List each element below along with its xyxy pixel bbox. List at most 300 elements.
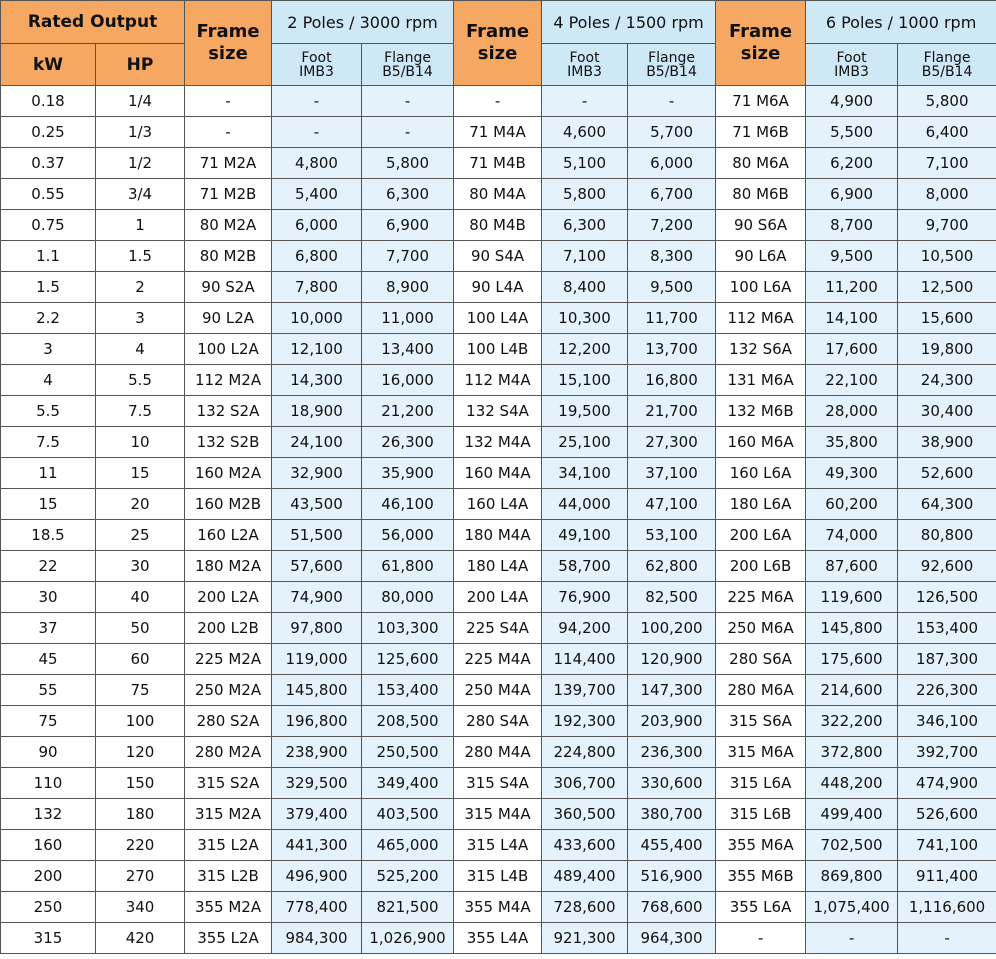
table-row bbox=[1, 520, 996, 551]
cell-kw: 1.5 bbox=[1, 272, 96, 303]
cell-frame-2p: 80 M2A bbox=[185, 210, 272, 241]
cell-frame-6p: 280 S6A bbox=[716, 644, 806, 675]
cell-flange-4p: 47,100 bbox=[628, 489, 716, 520]
cell-flange-4p: 13,700 bbox=[628, 334, 716, 365]
cell-foot-2p: 7,800 bbox=[272, 272, 362, 303]
cell-frame-4p: 100 L4B bbox=[454, 334, 542, 365]
cell-frame-2p: 160 L2A bbox=[185, 520, 272, 551]
cell-frame-2p: - bbox=[185, 117, 272, 148]
cell-foot-4p: 139,700 bbox=[542, 675, 628, 706]
table-row bbox=[1, 768, 996, 799]
cell-hp: 1.5 bbox=[96, 241, 185, 272]
cell-kw: 5.5 bbox=[1, 396, 96, 427]
cell-foot-4p: 306,700 bbox=[542, 768, 628, 799]
cell-flange-2p: 349,400 bbox=[362, 768, 454, 799]
cell-kw: 0.55 bbox=[1, 179, 96, 210]
cell-foot-6p: 4,900 bbox=[806, 86, 898, 117]
cell-frame-4p: 355 M4A bbox=[454, 892, 542, 923]
table-row bbox=[1, 210, 996, 241]
kw-header: kW bbox=[1, 44, 96, 86]
cell-flange-6p: 1,116,600 bbox=[898, 892, 996, 923]
table-row bbox=[1, 706, 996, 737]
cell-hp: 50 bbox=[96, 613, 185, 644]
cell-frame-2p: 180 M2A bbox=[185, 551, 272, 582]
cell-foot-4p: 114,400 bbox=[542, 644, 628, 675]
cell-flange-6p: 8,000 bbox=[898, 179, 996, 210]
cell-flange-4p: 380,700 bbox=[628, 799, 716, 830]
imb3-label: IMB3 bbox=[567, 63, 602, 80]
cell-foot-2p: 74,900 bbox=[272, 582, 362, 613]
cell-foot-6p: 9,500 bbox=[806, 241, 898, 272]
cell-hp: 1 bbox=[96, 210, 185, 241]
cell-frame-2p: 355 M2A bbox=[185, 892, 272, 923]
cell-flange-2p: 403,500 bbox=[362, 799, 454, 830]
table-row bbox=[1, 86, 996, 117]
cell-flange-4p: 62,800 bbox=[628, 551, 716, 582]
cell-frame-6p: 80 M6A bbox=[716, 148, 806, 179]
cell-foot-4p: 489,400 bbox=[542, 861, 628, 892]
cell-flange-6p: 15,600 bbox=[898, 303, 996, 334]
cell-flange-6p: 346,100 bbox=[898, 706, 996, 737]
cell-foot-4p: 5,800 bbox=[542, 179, 628, 210]
cell-flange-6p: 64,300 bbox=[898, 489, 996, 520]
cell-hp: 340 bbox=[96, 892, 185, 923]
cell-foot-2p: 984,300 bbox=[272, 923, 362, 954]
cell-flange-6p: 526,600 bbox=[898, 799, 996, 830]
cell-flange-6p: 7,100 bbox=[898, 148, 996, 179]
flange-b5-header bbox=[362, 44, 454, 86]
flange-b5-header bbox=[898, 44, 996, 86]
cell-flange-6p: 52,600 bbox=[898, 458, 996, 489]
table-row bbox=[1, 148, 996, 179]
table-row bbox=[1, 861, 996, 892]
cell-frame-4p: 71 M4A bbox=[454, 117, 542, 148]
cell-frame-4p: 315 L4A bbox=[454, 830, 542, 861]
cell-flange-2p: 821,500 bbox=[362, 892, 454, 923]
cell-flange-2p: 6,900 bbox=[362, 210, 454, 241]
flange-label: Flange bbox=[923, 49, 971, 66]
size-label: size bbox=[477, 43, 518, 64]
cell-frame-2p: 315 S2A bbox=[185, 768, 272, 799]
cell-frame-6p: 132 S6A bbox=[716, 334, 806, 365]
cell-flange-6p: 153,400 bbox=[898, 613, 996, 644]
cell-frame-6p: 90 L6A bbox=[716, 241, 806, 272]
cell-flange-2p: 465,000 bbox=[362, 830, 454, 861]
cell-frame-4p: 280 M4A bbox=[454, 737, 542, 768]
cell-foot-4p: - bbox=[542, 86, 628, 117]
cell-foot-2p: 6,800 bbox=[272, 241, 362, 272]
cell-foot-2p: 51,500 bbox=[272, 520, 362, 551]
cell-foot-2p: - bbox=[272, 117, 362, 148]
cell-frame-6p: 200 L6B bbox=[716, 551, 806, 582]
cell-flange-4p: 6,700 bbox=[628, 179, 716, 210]
cell-frame-4p: 160 M4A bbox=[454, 458, 542, 489]
table-row bbox=[1, 551, 996, 582]
table-row bbox=[1, 830, 996, 861]
cell-flange-4p: 9,500 bbox=[628, 272, 716, 303]
cell-flange-4p: 21,700 bbox=[628, 396, 716, 427]
cell-flange-2p: 56,000 bbox=[362, 520, 454, 551]
cell-flange-2p: 6,300 bbox=[362, 179, 454, 210]
cell-frame-2p: 90 S2A bbox=[185, 272, 272, 303]
flange-b5-header bbox=[628, 44, 716, 86]
cell-hp: 180 bbox=[96, 799, 185, 830]
cell-flange-4p: 5,700 bbox=[628, 117, 716, 148]
table-row bbox=[1, 675, 996, 706]
cell-flange-2p: 208,500 bbox=[362, 706, 454, 737]
cell-frame-4p: 225 S4A bbox=[454, 613, 542, 644]
cell-flange-6p: 741,100 bbox=[898, 830, 996, 861]
cell-frame-6p: 100 L6A bbox=[716, 272, 806, 303]
cell-frame-2p: 280 S2A bbox=[185, 706, 272, 737]
poles-2-header: 2 Poles / 3000 rpm bbox=[272, 1, 454, 44]
table-row bbox=[1, 644, 996, 675]
cell-foot-6p: 28,000 bbox=[806, 396, 898, 427]
cell-foot-6p: - bbox=[806, 923, 898, 954]
cell-frame-6p: 225 M6A bbox=[716, 582, 806, 613]
imb3-label: IMB3 bbox=[834, 63, 869, 80]
cell-frame-4p: 280 S4A bbox=[454, 706, 542, 737]
poles-4-header: 4 Poles / 1500 rpm bbox=[542, 1, 716, 44]
cell-foot-6p: 5,500 bbox=[806, 117, 898, 148]
cell-flange-2p: 16,000 bbox=[362, 365, 454, 396]
cell-frame-6p: 112 M6A bbox=[716, 303, 806, 334]
cell-flange-4p: 768,600 bbox=[628, 892, 716, 923]
cell-kw: 160 bbox=[1, 830, 96, 861]
cell-flange-6p: 19,800 bbox=[898, 334, 996, 365]
cell-flange-2p: 21,200 bbox=[362, 396, 454, 427]
cell-frame-2p: 90 L2A bbox=[185, 303, 272, 334]
cell-foot-2p: 778,400 bbox=[272, 892, 362, 923]
b5b14-label: B5/B14 bbox=[382, 63, 433, 80]
cell-hp: 100 bbox=[96, 706, 185, 737]
frame-label: Frame bbox=[728, 21, 793, 42]
cell-flange-4p: 27,300 bbox=[628, 427, 716, 458]
cell-foot-6p: 499,400 bbox=[806, 799, 898, 830]
frame-size-header-2p bbox=[185, 1, 272, 86]
cell-foot-6p: 11,200 bbox=[806, 272, 898, 303]
cell-foot-6p: 60,200 bbox=[806, 489, 898, 520]
cell-foot-4p: 433,600 bbox=[542, 830, 628, 861]
cell-foot-6p: 87,600 bbox=[806, 551, 898, 582]
cell-frame-4p: 100 L4A bbox=[454, 303, 542, 334]
cell-flange-2p: 5,800 bbox=[362, 148, 454, 179]
cell-flange-4p: 964,300 bbox=[628, 923, 716, 954]
cell-frame-2p: 132 S2A bbox=[185, 396, 272, 427]
poles-6-header: 6 Poles / 1000 rpm bbox=[806, 1, 996, 44]
cell-foot-6p: 175,600 bbox=[806, 644, 898, 675]
cell-foot-2p: 496,900 bbox=[272, 861, 362, 892]
foot-imb3-header bbox=[542, 44, 628, 86]
table-row bbox=[1, 241, 996, 272]
cell-frame-6p: 160 L6A bbox=[716, 458, 806, 489]
cell-foot-6p: 1,075,400 bbox=[806, 892, 898, 923]
cell-kw: 250 bbox=[1, 892, 96, 923]
cell-foot-2p: 12,100 bbox=[272, 334, 362, 365]
cell-foot-4p: 4,600 bbox=[542, 117, 628, 148]
cell-flange-2p: 7,700 bbox=[362, 241, 454, 272]
table-row bbox=[1, 396, 996, 427]
imb3-label: IMB3 bbox=[299, 63, 334, 80]
cell-hp: 25 bbox=[96, 520, 185, 551]
cell-hp: 1/4 bbox=[96, 86, 185, 117]
cell-hp: 3/4 bbox=[96, 179, 185, 210]
cell-frame-6p: 80 M6B bbox=[716, 179, 806, 210]
table-row bbox=[1, 179, 996, 210]
cell-frame-6p: 315 M6A bbox=[716, 737, 806, 768]
cell-kw: 11 bbox=[1, 458, 96, 489]
cell-flange-6p: 10,500 bbox=[898, 241, 996, 272]
cell-flange-2p: 103,300 bbox=[362, 613, 454, 644]
hp-header: HP bbox=[96, 44, 185, 86]
cell-foot-4p: 224,800 bbox=[542, 737, 628, 768]
table-row bbox=[1, 923, 996, 954]
cell-kw: 7.5 bbox=[1, 427, 96, 458]
table-row bbox=[1, 489, 996, 520]
cell-foot-4p: 44,000 bbox=[542, 489, 628, 520]
table-row bbox=[1, 737, 996, 768]
cell-frame-4p: 80 M4B bbox=[454, 210, 542, 241]
cell-foot-4p: 15,100 bbox=[542, 365, 628, 396]
cell-foot-2p: 5,400 bbox=[272, 179, 362, 210]
cell-flange-2p: - bbox=[362, 117, 454, 148]
cell-flange-4p: 7,200 bbox=[628, 210, 716, 241]
cell-frame-4p: 90 S4A bbox=[454, 241, 542, 272]
cell-frame-2p: 160 M2A bbox=[185, 458, 272, 489]
foot-imb3-header bbox=[806, 44, 898, 86]
cell-foot-4p: 728,600 bbox=[542, 892, 628, 923]
cell-foot-6p: 17,600 bbox=[806, 334, 898, 365]
cell-frame-6p: 131 M6A bbox=[716, 365, 806, 396]
cell-foot-4p: 94,200 bbox=[542, 613, 628, 644]
cell-frame-6p: 280 M6A bbox=[716, 675, 806, 706]
cell-kw: 37 bbox=[1, 613, 96, 644]
cell-foot-2p: 57,600 bbox=[272, 551, 362, 582]
cell-hp: 1/3 bbox=[96, 117, 185, 148]
cell-hp: 1/2 bbox=[96, 148, 185, 179]
cell-flange-2p: 13,400 bbox=[362, 334, 454, 365]
table-row bbox=[1, 892, 996, 923]
cell-foot-4p: 921,300 bbox=[542, 923, 628, 954]
cell-foot-4p: 34,100 bbox=[542, 458, 628, 489]
table-row bbox=[1, 427, 996, 458]
cell-flange-4p: 120,900 bbox=[628, 644, 716, 675]
cell-flange-6p: 38,900 bbox=[898, 427, 996, 458]
cell-frame-6p: 355 M6A bbox=[716, 830, 806, 861]
cell-foot-6p: 35,800 bbox=[806, 427, 898, 458]
cell-frame-4p: 90 L4A bbox=[454, 272, 542, 303]
cell-kw: 0.25 bbox=[1, 117, 96, 148]
cell-flange-6p: 12,500 bbox=[898, 272, 996, 303]
cell-frame-6p: 200 L6A bbox=[716, 520, 806, 551]
cell-frame-4p: 315 L4B bbox=[454, 861, 542, 892]
cell-foot-2p: 379,400 bbox=[272, 799, 362, 830]
b5b14-label: B5/B14 bbox=[646, 63, 697, 80]
cell-foot-2p: 18,900 bbox=[272, 396, 362, 427]
cell-foot-2p: - bbox=[272, 86, 362, 117]
cell-frame-6p: 71 M6A bbox=[716, 86, 806, 117]
cell-flange-2p: 525,200 bbox=[362, 861, 454, 892]
cell-kw: 1.1 bbox=[1, 241, 96, 272]
cell-flange-4p: 82,500 bbox=[628, 582, 716, 613]
cell-frame-4p: 315 M4A bbox=[454, 799, 542, 830]
cell-flange-2p: 1,026,900 bbox=[362, 923, 454, 954]
cell-foot-6p: 372,800 bbox=[806, 737, 898, 768]
cell-foot-2p: 238,900 bbox=[272, 737, 362, 768]
table-row bbox=[1, 613, 996, 644]
cell-foot-6p: 8,700 bbox=[806, 210, 898, 241]
cell-hp: 2 bbox=[96, 272, 185, 303]
cell-frame-4p: 71 M4B bbox=[454, 148, 542, 179]
cell-foot-6p: 119,600 bbox=[806, 582, 898, 613]
cell-flange-2p: 11,000 bbox=[362, 303, 454, 334]
cell-flange-6p: 226,300 bbox=[898, 675, 996, 706]
rated-output-header: Rated Output bbox=[1, 1, 185, 44]
cell-frame-4p: 180 L4A bbox=[454, 551, 542, 582]
cell-foot-2p: 441,300 bbox=[272, 830, 362, 861]
cell-frame-6p: 71 M6B bbox=[716, 117, 806, 148]
foot-label: Foot bbox=[569, 49, 600, 66]
cell-frame-2p: 200 L2B bbox=[185, 613, 272, 644]
cell-frame-4p: 112 M4A bbox=[454, 365, 542, 396]
cell-flange-4p: 6,000 bbox=[628, 148, 716, 179]
cell-foot-6p: 448,200 bbox=[806, 768, 898, 799]
cell-flange-4p: 147,300 bbox=[628, 675, 716, 706]
cell-foot-4p: 192,300 bbox=[542, 706, 628, 737]
cell-flange-2p: 46,100 bbox=[362, 489, 454, 520]
cell-foot-2p: 10,000 bbox=[272, 303, 362, 334]
cell-kw: 22 bbox=[1, 551, 96, 582]
cell-frame-6p: - bbox=[716, 923, 806, 954]
cell-kw: 4 bbox=[1, 365, 96, 396]
cell-hp: 30 bbox=[96, 551, 185, 582]
cell-hp: 3 bbox=[96, 303, 185, 334]
table-row bbox=[1, 365, 996, 396]
cell-flange-6p: 80,800 bbox=[898, 520, 996, 551]
cell-flange-2p: 153,400 bbox=[362, 675, 454, 706]
cell-foot-4p: 49,100 bbox=[542, 520, 628, 551]
cell-flange-2p: - bbox=[362, 86, 454, 117]
table-row bbox=[1, 272, 996, 303]
cell-frame-4p: 80 M4A bbox=[454, 179, 542, 210]
cell-frame-2p: 315 M2A bbox=[185, 799, 272, 830]
cell-kw: 0.75 bbox=[1, 210, 96, 241]
cell-hp: 420 bbox=[96, 923, 185, 954]
size-label: size bbox=[208, 43, 248, 64]
cell-hp: 75 bbox=[96, 675, 185, 706]
cell-frame-2p: 225 M2A bbox=[185, 644, 272, 675]
cell-foot-6p: 49,300 bbox=[806, 458, 898, 489]
cell-frame-6p: 315 L6B bbox=[716, 799, 806, 830]
cell-foot-4p: 7,100 bbox=[542, 241, 628, 272]
cell-kw: 30 bbox=[1, 582, 96, 613]
cell-flange-6p: - bbox=[898, 923, 996, 954]
cell-frame-2p: 280 M2A bbox=[185, 737, 272, 768]
cell-foot-4p: 10,300 bbox=[542, 303, 628, 334]
cell-hp: 20 bbox=[96, 489, 185, 520]
cell-foot-6p: 214,600 bbox=[806, 675, 898, 706]
cell-foot-4p: 8,400 bbox=[542, 272, 628, 303]
cell-kw: 0.18 bbox=[1, 86, 96, 117]
cell-kw: 110 bbox=[1, 768, 96, 799]
cell-foot-6p: 322,200 bbox=[806, 706, 898, 737]
cell-flange-6p: 187,300 bbox=[898, 644, 996, 675]
cell-hp: 150 bbox=[96, 768, 185, 799]
frame-size-header-4p bbox=[454, 1, 542, 86]
cell-flange-4p: 16,800 bbox=[628, 365, 716, 396]
table-body bbox=[1, 86, 996, 954]
cell-flange-2p: 61,800 bbox=[362, 551, 454, 582]
cell-frame-6p: 160 M6A bbox=[716, 427, 806, 458]
cell-frame-6p: 132 M6B bbox=[716, 396, 806, 427]
cell-kw: 315 bbox=[1, 923, 96, 954]
cell-foot-4p: 5,100 bbox=[542, 148, 628, 179]
cell-frame-4p: - bbox=[454, 86, 542, 117]
table-row bbox=[1, 582, 996, 613]
cell-frame-6p: 355 L6A bbox=[716, 892, 806, 923]
b5b14-label: B5/B14 bbox=[921, 63, 973, 80]
cell-frame-2p: 71 M2B bbox=[185, 179, 272, 210]
table-row bbox=[1, 458, 996, 489]
frame-label: Frame bbox=[465, 21, 530, 42]
cell-kw: 55 bbox=[1, 675, 96, 706]
cell-hp: 7.5 bbox=[96, 396, 185, 427]
flange-label: Flange bbox=[384, 49, 431, 66]
cell-frame-2p: 160 M2B bbox=[185, 489, 272, 520]
cell-kw: 18.5 bbox=[1, 520, 96, 551]
cell-flange-6p: 474,900 bbox=[898, 768, 996, 799]
cell-foot-2p: 97,800 bbox=[272, 613, 362, 644]
cell-frame-2p: - bbox=[185, 86, 272, 117]
table-row bbox=[1, 117, 996, 148]
cell-kw: 3 bbox=[1, 334, 96, 365]
cell-flange-4p: 53,100 bbox=[628, 520, 716, 551]
cell-flange-6p: 9,700 bbox=[898, 210, 996, 241]
cell-foot-6p: 145,800 bbox=[806, 613, 898, 644]
cell-hp: 270 bbox=[96, 861, 185, 892]
cell-frame-6p: 315 L6A bbox=[716, 768, 806, 799]
cell-frame-4p: 250 M4A bbox=[454, 675, 542, 706]
cell-flange-4p: 516,900 bbox=[628, 861, 716, 892]
cell-flange-4p: 8,300 bbox=[628, 241, 716, 272]
cell-frame-4p: 160 L4A bbox=[454, 489, 542, 520]
frame-size-header-6p bbox=[716, 1, 806, 86]
cell-frame-4p: 355 L4A bbox=[454, 923, 542, 954]
table-row bbox=[1, 334, 996, 365]
cell-flange-4p: 330,600 bbox=[628, 768, 716, 799]
cell-foot-6p: 6,200 bbox=[806, 148, 898, 179]
cell-kw: 90 bbox=[1, 737, 96, 768]
cell-frame-2p: 132 S2B bbox=[185, 427, 272, 458]
cell-frame-4p: 225 M4A bbox=[454, 644, 542, 675]
cell-foot-4p: 6,300 bbox=[542, 210, 628, 241]
cell-foot-2p: 43,500 bbox=[272, 489, 362, 520]
cell-foot-6p: 702,500 bbox=[806, 830, 898, 861]
cell-flange-2p: 8,900 bbox=[362, 272, 454, 303]
cell-foot-4p: 360,500 bbox=[542, 799, 628, 830]
cell-flange-2p: 250,500 bbox=[362, 737, 454, 768]
cell-flange-2p: 26,300 bbox=[362, 427, 454, 458]
cell-foot-4p: 25,100 bbox=[542, 427, 628, 458]
cell-foot-6p: 6,900 bbox=[806, 179, 898, 210]
frame-label: Frame bbox=[196, 21, 260, 42]
cell-frame-6p: 180 L6A bbox=[716, 489, 806, 520]
cell-kw: 15 bbox=[1, 489, 96, 520]
cell-frame-4p: 180 M4A bbox=[454, 520, 542, 551]
cell-foot-4p: 76,900 bbox=[542, 582, 628, 613]
cell-foot-4p: 19,500 bbox=[542, 396, 628, 427]
cell-hp: 40 bbox=[96, 582, 185, 613]
